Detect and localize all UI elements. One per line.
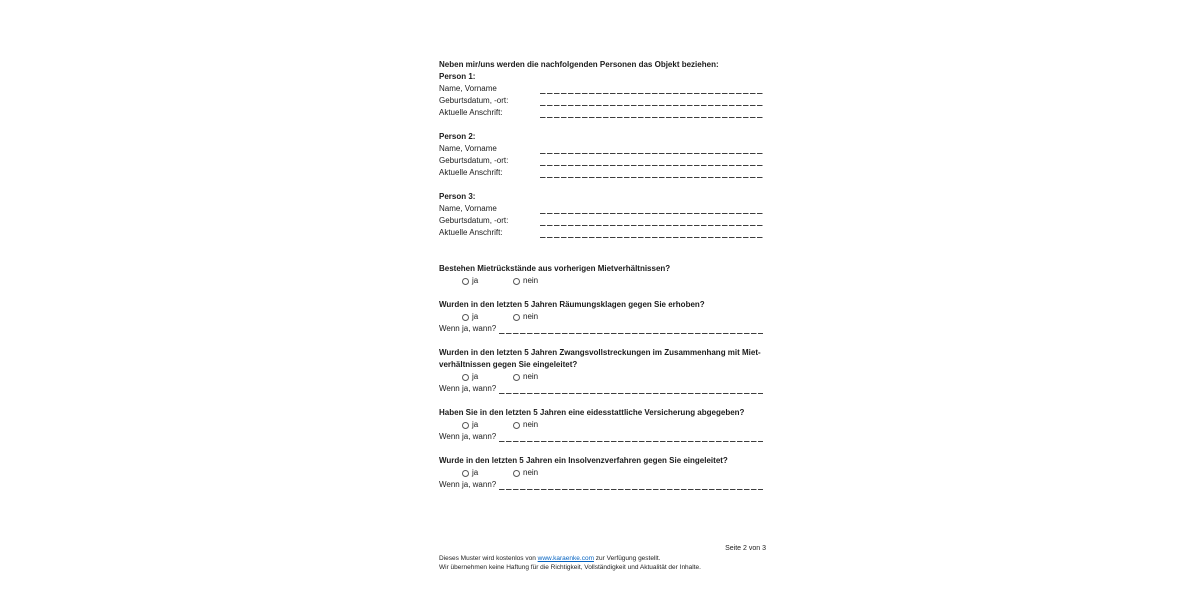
- field-row: [439, 215, 763, 227]
- question-block-affidavit: [439, 407, 763, 443]
- field-label-address: Aktuelle Anschrift:: [439, 228, 503, 237]
- question-text: Wurden in den letzten 5 Jahren Räumungsklagen gegen Sie erhoben?: [439, 300, 705, 309]
- radio-ja[interactable]: [462, 470, 469, 477]
- radio-ja[interactable]: [462, 422, 469, 429]
- radio-nein-label: nein: [523, 468, 539, 477]
- field-label-birthdate: Geburtsdatum, -ort:: [439, 216, 509, 225]
- field-label-birthdate: Geburtsdatum, -ort:: [439, 156, 509, 165]
- field-row: [439, 167, 763, 179]
- person-section-2: [439, 131, 763, 179]
- when-input-line[interactable]: [499, 431, 763, 443]
- person-section-1: [439, 71, 763, 119]
- when-input-line[interactable]: [499, 479, 763, 491]
- question-text: Bestehen Mietrückstände aus vorherigen Mietverhältnissen?: [439, 264, 671, 273]
- radio-row: [439, 371, 763, 383]
- field-row: [439, 143, 763, 155]
- radio-row: [439, 419, 763, 431]
- person-3-title: Person 3:: [439, 192, 476, 201]
- radio-nein-label: nein: [523, 420, 539, 429]
- radio-row: [439, 467, 763, 479]
- question-text: Wurde in den letzten 5 Jahren ein Insolvenzverfahren gegen Sie eingeleitet?: [439, 456, 728, 465]
- footer-notes: [439, 555, 769, 572]
- when-input-line[interactable]: [499, 323, 763, 335]
- radio-ja-label: ja: [472, 468, 479, 477]
- radio-ja-label: ja: [472, 372, 479, 381]
- question-block-insolvency: [439, 455, 763, 491]
- field-label-address: Aktuelle Anschrift:: [439, 168, 503, 177]
- radio-nein[interactable]: [513, 470, 520, 477]
- question-text: Haben Sie in den letzten 5 Jahren eine eidesstattliche Versicherung abgegeben?: [439, 408, 745, 417]
- radio-nein-label: nein: [523, 276, 539, 285]
- birthdate-input-line[interactable]: [540, 95, 763, 107]
- birthdate-input-line[interactable]: [540, 155, 763, 167]
- when-row: [439, 383, 763, 395]
- radio-nein-label: nein: [523, 312, 539, 321]
- intro-text: Neben mir/uns werden die nachfolgenden Personen das Objekt beziehen:: [439, 60, 719, 69]
- radio-ja-label: ja: [472, 420, 479, 429]
- birthdate-input-line[interactable]: [540, 215, 763, 227]
- person-section-3: [439, 191, 763, 239]
- radio-nein-label: nein: [523, 372, 539, 381]
- radio-nein[interactable]: [513, 314, 520, 321]
- when-label: Wenn ja, wann?: [439, 324, 497, 333]
- radio-nein[interactable]: [513, 278, 520, 285]
- radio-nein[interactable]: [513, 374, 520, 381]
- when-label: Wenn ja, wann?: [439, 480, 497, 489]
- karaenke-link[interactable]: www.karaenke.com: [537, 555, 594, 562]
- field-row: [439, 95, 763, 107]
- address-input-line[interactable]: [540, 107, 763, 119]
- radio-ja-label: ja: [472, 312, 479, 321]
- radio-ja[interactable]: [462, 374, 469, 381]
- person-2-title: Person 2:: [439, 132, 476, 141]
- question-text-line1: Wurden in den letzten 5 Jahren Zwangsvollstreckungen im Zusammenhang mit Miet-: [439, 348, 761, 357]
- field-label-address: Aktuelle Anschrift:: [439, 108, 503, 117]
- when-label: Wenn ja, wann?: [439, 384, 497, 393]
- footer-note-line1: [439, 555, 769, 564]
- question-text-line2: verhältnissen gegen Sie eingeleitet?: [439, 360, 578, 369]
- name-input-line[interactable]: [540, 203, 763, 215]
- question-block-eviction: [439, 299, 763, 335]
- form-page: [439, 59, 763, 503]
- field-label-name: Name, Vorname: [439, 204, 497, 213]
- question-block-arrears: [439, 263, 763, 287]
- when-row: [439, 323, 763, 335]
- field-row: [439, 83, 763, 95]
- when-row: [439, 479, 763, 491]
- name-input-line[interactable]: [540, 83, 763, 95]
- when-label: Wenn ja, wann?: [439, 432, 497, 441]
- footer-note-line2: Wir übernehmen keine Haftung für die Richtigkeit, Vollständigkeit und Aktualität der Inhalte.: [439, 563, 701, 571]
- field-row: [439, 203, 763, 215]
- radio-ja-label: ja: [472, 276, 479, 285]
- field-label-name: Name, Vorname: [439, 84, 497, 93]
- field-row: [439, 155, 763, 167]
- field-row: [439, 227, 763, 239]
- radio-ja[interactable]: [462, 314, 469, 321]
- radio-row: [439, 275, 763, 287]
- radio-row: [439, 311, 763, 323]
- question-block-foreclosure: [439, 347, 763, 395]
- when-row: [439, 431, 763, 443]
- footer-note-prefix: Dieses Muster wird kostenlos von: [439, 555, 538, 562]
- page-number: Seite 2 von 3: [725, 545, 766, 552]
- address-input-line[interactable]: [540, 167, 763, 179]
- when-input-line[interactable]: [499, 383, 763, 395]
- field-label-birthdate: Geburtsdatum, -ort:: [439, 96, 509, 105]
- person-1-title: Person 1:: [439, 72, 476, 81]
- field-label-name: Name, Vorname: [439, 144, 497, 153]
- address-input-line[interactable]: [540, 227, 763, 239]
- footer-note-suffix: zur Verfügung gestellt.: [593, 555, 661, 562]
- name-input-line[interactable]: [540, 143, 763, 155]
- field-row: [439, 107, 763, 119]
- radio-ja[interactable]: [462, 278, 469, 285]
- radio-nein[interactable]: [513, 422, 520, 429]
